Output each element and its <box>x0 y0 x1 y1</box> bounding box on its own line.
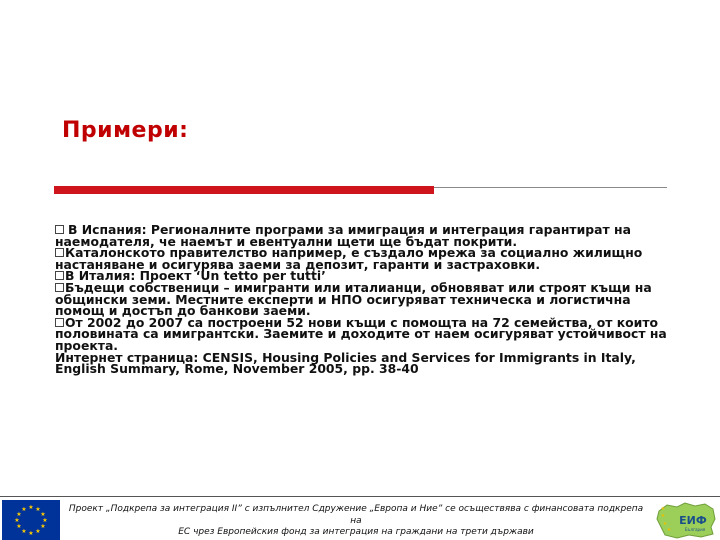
slide-title: Примери: <box>62 118 189 143</box>
svg-text:★: ★ <box>28 504 34 511</box>
bullet-text: От 2002 до 2007 са построени 52 нови къщи с помощта на 72 семейства, от които половината са имигрантски. Заемите и доходите от наем осигуряват устойчивост на проекта. <box>55 314 667 353</box>
footer-divider <box>0 496 720 497</box>
svg-text:★: ★ <box>35 506 41 513</box>
square-bullet-icon <box>55 271 64 280</box>
footer-line-2: ЕС чрез Европейския фонд за интеграция на граждани на трети държави <box>178 527 534 537</box>
svg-text:★: ★ <box>21 506 27 513</box>
title-accent-bar <box>54 186 434 194</box>
footer-funding-note <box>62 504 650 539</box>
footer-line-1: Проект „Подкрепа за интеграция II” с изпълнител Сдружение „Европа и Ние” се осъществява с финансовата подкрепа на <box>68 504 644 526</box>
svg-text:★: ★ <box>16 523 22 530</box>
eif-logo-icon <box>653 497 719 540</box>
eu-flag-icon <box>2 500 60 540</box>
eif-logo-text: ЕИФ <box>679 514 707 527</box>
bullet-item-1 <box>55 224 670 247</box>
svg-text:★: ★ <box>660 513 666 519</box>
bullet-text: Каталонското правителство например, е създало мрежа за социално жилищно настаняване и осигурява заеми за депозит, гаранти и застраховки. <box>55 245 643 272</box>
svg-text:★: ★ <box>666 527 672 533</box>
title-divider-line <box>434 187 667 188</box>
svg-text:★: ★ <box>16 511 22 518</box>
bullet-item-5 <box>55 314 670 353</box>
svg-text:★: ★ <box>40 511 46 518</box>
svg-text:★: ★ <box>662 521 668 527</box>
bullet-text: Бъдещи собственици – имигранти или италианци, обновяват или строят къщи на общински земи. Местните експерти и НПО осигуряват техническа и логистична помощ и достъп до банкови заеми. <box>55 279 652 319</box>
svg-text:★: ★ <box>21 528 27 535</box>
svg-text:★: ★ <box>28 530 34 537</box>
bullet-item-4 <box>55 279 670 319</box>
source-reference: Интернет страница: CENSIS, Housing Policies and Services for Immigrants in Italy, English Summary, Rome, November 2005, pp. 38-40 <box>55 349 636 377</box>
svg-text:★: ★ <box>42 517 48 524</box>
eif-logo-subtext: България <box>684 527 706 532</box>
bullet-text: В Италия: Проект ‘Un tetto per tutti’ <box>65 268 326 284</box>
bullet-text: В Испания: Регионалните програми за имиграция и интеграция гарантират на наемодателя, че наемът и евентуални щети ще бъдат покрити. <box>55 222 631 249</box>
svg-text:★: ★ <box>660 506 666 512</box>
slide-content <box>55 224 670 375</box>
svg-text:★: ★ <box>40 523 46 530</box>
svg-text:★: ★ <box>14 517 20 524</box>
bullet-item-2 <box>55 247 670 270</box>
svg-text:★: ★ <box>35 528 41 535</box>
